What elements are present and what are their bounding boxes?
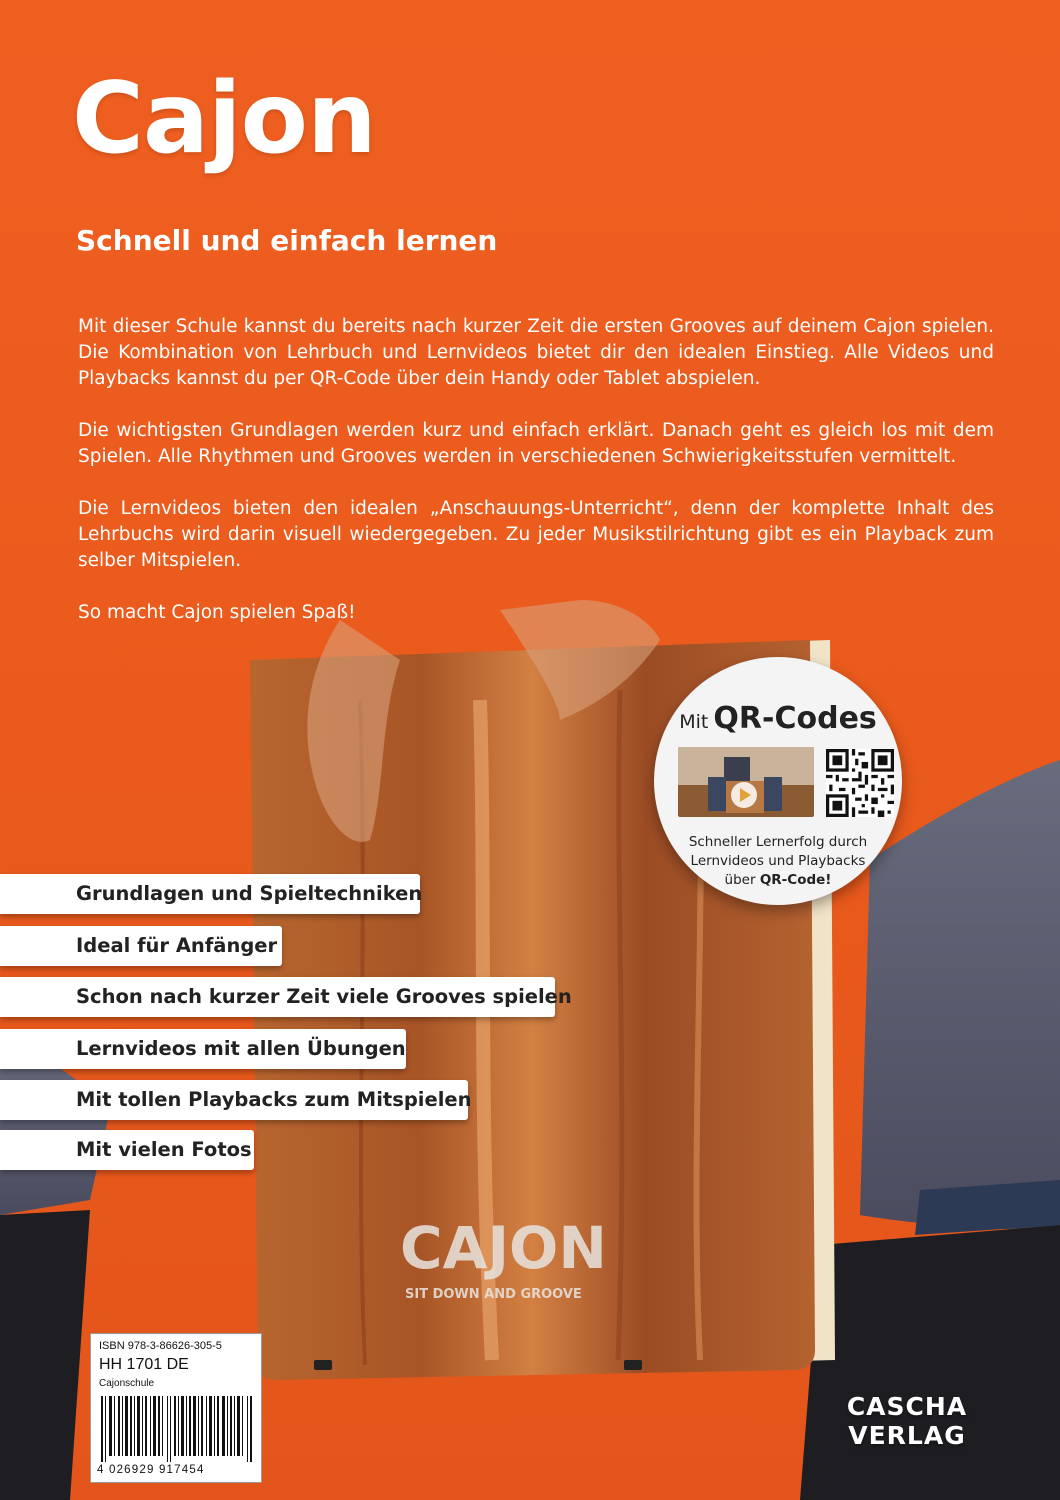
description-paragraph-4: So macht Cajon spielen Spaß! [78,602,356,623]
product-code: HH 1701 DE [99,1356,189,1373]
qr-badge-title: QR-Codes [713,701,877,736]
feature-item: Grundlagen und Spieltechniken [0,874,420,914]
qr-code-badge [654,657,902,905]
feature-item: Schon nach kurzer Zeit viele Grooves spielen [0,977,555,1017]
feature-item: Lernvideos mit allen Übungen [0,1029,406,1069]
video-thumbnail [678,747,814,817]
isbn-number: ISBN 978-3-86626-305-5 [99,1340,222,1352]
qr-badge-prefix: Mit [679,711,709,733]
qr-badge-description [674,833,882,890]
qr-badge-line-3 [674,871,882,890]
publisher-logo [832,1392,982,1450]
qr-badge-line-2: Lernvideos und Playbacks [690,853,866,869]
qr-badge-line-3-prefix: über [724,872,760,888]
book-subtitle: Schnell und einfach lernen [76,224,498,257]
barcode-icon [99,1396,255,1462]
feature-item: Ideal für Anfänger [0,926,282,966]
feature-item: Mit tollen Playbacks zum Mitspielen [0,1080,468,1120]
book-title: Cajon [72,62,376,176]
qr-badge-heading [654,701,902,736]
qr-badge-line-3-bold: QR-Code! [759,872,832,888]
publisher-name-line-1: CASCHA [846,1392,968,1421]
description-paragraph-2: Die wichtigsten Grundlagen werden kurz und einfach erklärt. Danach geht es gleich los mit dem Spielen. Alle Rhythmen und Grooves werden in verschiedenen Schwierigkeitsstufen vermittelt. [78,420,994,467]
product-label: Cajonschule [99,1378,155,1389]
cajon-brand-tagline: SIT DOWN AND GROOVE [405,1287,582,1302]
description-paragraph-3: Die Lernvideos bieten den idealen „Anschauungs-Unterricht“, denn der komplette Inhalt des Lehrbuchs wird darin visuell wiedergegeben. Zu jeder Musikstilrichtung gibt es ein Playback zum selber Mitspielen. [78,498,994,571]
isbn-barcode-label [90,1333,262,1483]
publisher-name-line-2: VERLAG [848,1421,966,1450]
qr-code-icon [826,749,894,817]
barcode-digits: 4 026929 917454 [97,1464,205,1476]
qr-badge-line-1: Schneller Lernerfolg durch [688,834,868,850]
description [78,314,994,652]
cajon-brand-logo: CAJON [400,1214,607,1282]
feature-item: Mit vielen Fotos [0,1130,254,1170]
description-paragraph-1: Mit dieser Schule kannst du bereits nach kurzer Zeit die ersten Grooves auf deinem Cajon spielen. Die Kombination von Lehrbuch und Lernvideos bietet dir den idealen Einstieg. Alle Videos und Playbacks kannst du per QR-Code über dein Handy oder Tablet abspielen. [78,316,994,389]
